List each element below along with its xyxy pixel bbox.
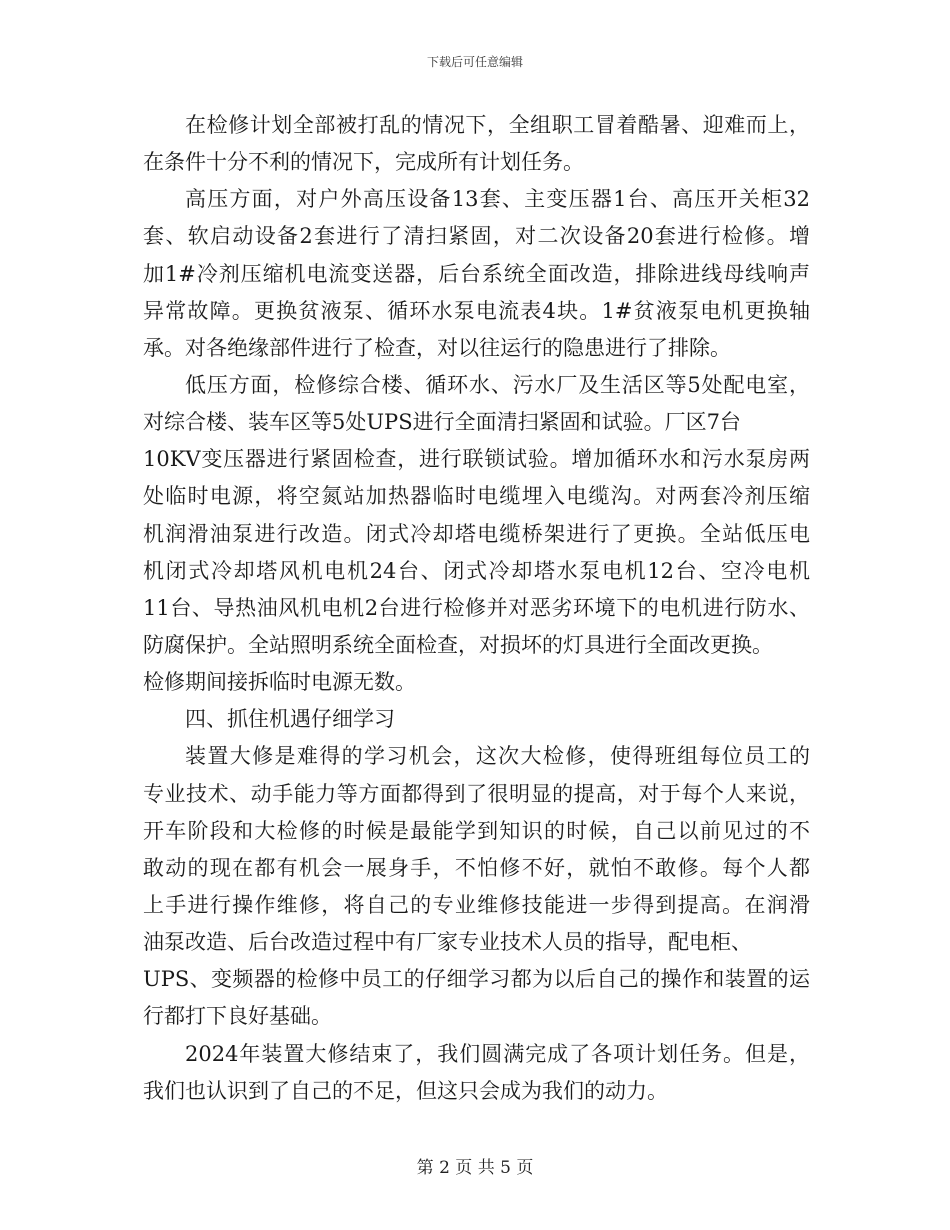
text-line: 油泵改造、后台改造过程中有厂家专业技术人员的指导，配电柜、 (143, 930, 752, 955)
text-line: 处临时电源，将空氮站加热器临时电缆埋入电缆沟。对两套冷剂压缩 (143, 484, 810, 509)
text-line: 套、软启动设备2套进行了清扫紧固，对二次设备20套进行检修。增 (143, 224, 810, 249)
download-editable-note: 下载后可任意编辑 (426, 55, 523, 69)
text-line: 在条件十分不利的情况下，完成所有计划任务。 (143, 150, 584, 175)
text-line: UPS、变频器的检修中员工的仔细学习都为以后自己的操作和装置的运 (143, 967, 810, 992)
page-number: 第 2 页 共 5 页 (416, 1158, 534, 1178)
text-line: 2024年装置大修结束了，我们圆满完成了各项计划任务。但是， (185, 1041, 810, 1066)
text-line: 我们也认识到了自己的不足，但这只会成为我们的动力。 (143, 1078, 668, 1103)
text-line: 行都打下良好基础。 (143, 1004, 332, 1029)
text-line: 四、抓住机遇仔细学习 (185, 707, 395, 732)
text-line: 10KV变压器进行紧固检查，进行联锁试验。增加循环水和污水泵房两 (143, 447, 810, 472)
text-line: 对综合楼、装车区等5处UPS进行全面清扫紧固和试验。厂区7台 (143, 410, 741, 435)
text-line: 高压方面，对户外高压设备13套、主变压器1台、高压开关柜32 (185, 187, 810, 212)
text-line: 开车阶段和大检修的时候是最能学到知识的时候，自己以前见过的不 (143, 818, 810, 843)
text-line: 低压方面，检修综合楼、循环水、污水厂及生活区等5处配电室， (185, 372, 810, 397)
text-line: 11台、导热油风机电机2台进行检修并对恶劣环境下的电机进行防水、 (143, 595, 810, 620)
text-line: 在检修计划全部被打乱的情况下，全组职工冒着酷暑、迎难而上， (185, 113, 810, 137)
text-line: 异常故障。更换贫液泵、循环水泵电流表4块。1#贫液泵电机更换轴 (143, 298, 810, 323)
text-line: 上手进行操作维修，将自己的专业维修技能进一步得到提高。在润滑 (143, 892, 810, 917)
text-line: 机润滑油泵进行改造。闭式冷却塔电缆桥架进行了更换。全站低压电 (143, 521, 810, 546)
text-line: 专业技术、动手能力等方面都得到了很明显的提高，对于每个人来说， (143, 781, 810, 806)
text-line: 加1#冷剂压缩机电流变送器，后台系统全面改造，排除进线母线响声 (143, 261, 810, 286)
text-line: 装置大修是难得的学习机会，这次大检修，使得班组每位员工的 (185, 744, 810, 769)
text-line: 机闭式冷却塔风机电机24台、闭式冷却塔水泵电机12台、空冷电机 (143, 558, 810, 583)
text-line: 敢动的现在都有机会一展身手，不怕修不好，就怕不敢修。每个人都 (143, 855, 810, 880)
text-line: 承。对各绝缘部件进行了检查，对以往运行的隐患进行了排除。 (143, 335, 731, 360)
document-body (143, 107, 810, 1110)
text-line: 检修期间接拆临时电源无数。 (143, 670, 416, 695)
text-line: 防腐保护。全站照明系统全面检查，对损坏的灯具进行全面改更换。 (143, 632, 773, 657)
